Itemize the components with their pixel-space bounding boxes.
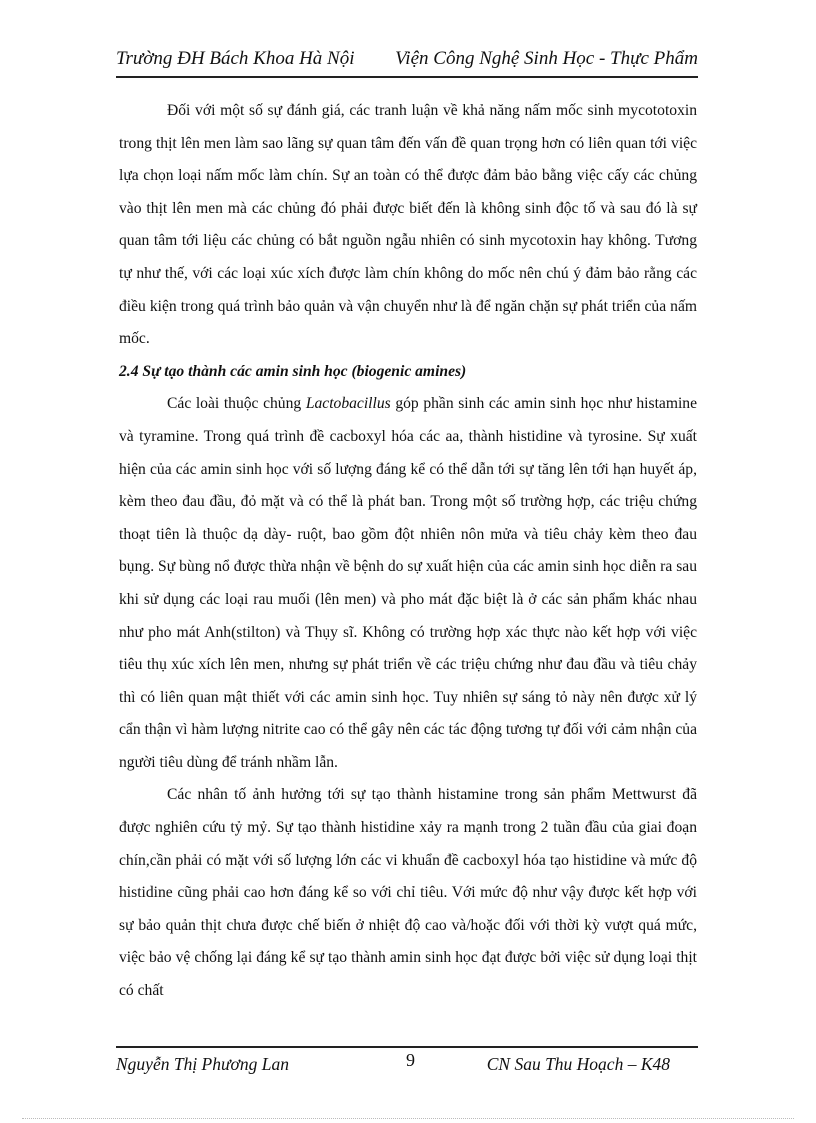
- header-university: Trường ĐH Bách Khoa Hà Nội: [116, 48, 355, 69]
- page-header: [116, 42, 698, 78]
- page-bottom-divider: [22, 1118, 794, 1119]
- paragraph-2-start: Các loài thuộc chủng: [167, 395, 302, 413]
- footer-course: CN Sau Thu Hoạch – K48: [486, 1054, 670, 1074]
- paragraph-2: [119, 388, 697, 779]
- header-institute: Viện Công Nghệ Sinh Học - Thực Phẩm: [395, 48, 698, 69]
- paragraph-1: Đối với một số sự đánh giá, các tranh luận về khả năng nấm mốc sinh mycototoxin trong thịt lên men làm sao lãng sự quan tâm đến vấn đề quan trọng hơn có liên quan tới việc lựa chọn loại nấm mốc làm chín. Sự an toàn có thể được đảm bảo bằng việc cấy các chủng vào thịt lên men mà các chủng đó phải được biết đến là không sinh độc tố và sau đó là sự quan tâm tới liệu các chủng có bắt nguồn ngẫu nhiên có sinh mycotoxin hay không. Tương tự như thế, với các loại xúc xích được làm chín không do mốc nên chú ý đảm bảo rằng các điều kiện trong quá trình bảo quản và vận chuyển như là để ngăn chặn sự phát triển của nấm mốc.: [119, 102, 697, 348]
- paragraph-2-rest: góp phần sinh các amin sinh học như histamine và tyramine. Trong quá trình đề cacboxyl hóa các aa, thành histidine và tyrosine. Sự xuất hiện của các amin sinh học với số lượng đáng kể có thể dẫn tới sự tăng lên tới hạn huyết áp, kèm theo đau đầu, đỏ mặt và có thể là phát ban. Trong một số trường hợp, các triệu chứng thoạt tiên là thuộc dạ dày- ruột, bao gồm đột nhiên nôn mửa và tiêu chảy kèm theo đau bụng. Sự bùng nổ được thừa nhận về bệnh do sự xuất hiện của các amin sinh học diễn ra sau khi sử dụng các loại rau muối (lên men) và pho mát đặc biệt là ở các sản phẩm khác nhau như pho mát Anh(stilton) và Thụy sĩ. Không có trường hợp xác thực nào kết hợp với việc tiêu thụ xúc xích lên men, nhưng sự phát triển về các triệu chứng như đau đầu và tiêu chảy thì có liên quan mật thiết với các amin sinh học. Tuy nhiên sự sáng tỏ này nên được xử lý cẩn thận vì hàm lượng nitrite cao có thể gây nên các tác động tương tự đối với cảm nhận của người tiêu dùng để tránh nhầm lẫn.: [119, 395, 697, 771]
- genus-name: Lactobacillus: [305, 395, 391, 413]
- paragraph-3: Các nhân tố ảnh hưởng tới sự tạo thành histamine trong sản phẩm Mettwurst đã được nghiên cứu tỷ mỷ. Sự tạo thành histidine xảy ra mạnh trong 2 tuần đầu của giai đoạn chín,cần phải có mặt với số lượng lớn các vi khuẩn đề cacboxyl hóa tạo histidine và mức độ histidine cũng phải cao hơn đáng kể so với chỉ tiêu. Với mức độ như vậy được kết hợp với sự bảo quản thịt chưa được chế biến ở nhiệt độ cao và/hoặc đối với thời kỳ vượt quá mức, việc bảo vệ chống lại đáng kể sự tạo thành amin sinh học đạt được bởi việc sử dụng loại thịt có chất: [119, 786, 697, 1000]
- page-number: 9: [406, 1050, 415, 1070]
- footer-author: Nguyễn Thị Phương Lan: [116, 1054, 289, 1074]
- document-body: [119, 95, 697, 1008]
- page-footer: [116, 1046, 698, 1088]
- section-heading: 2.4 Sự tạo thành các amin sinh học (biogenic amines): [119, 362, 467, 380]
